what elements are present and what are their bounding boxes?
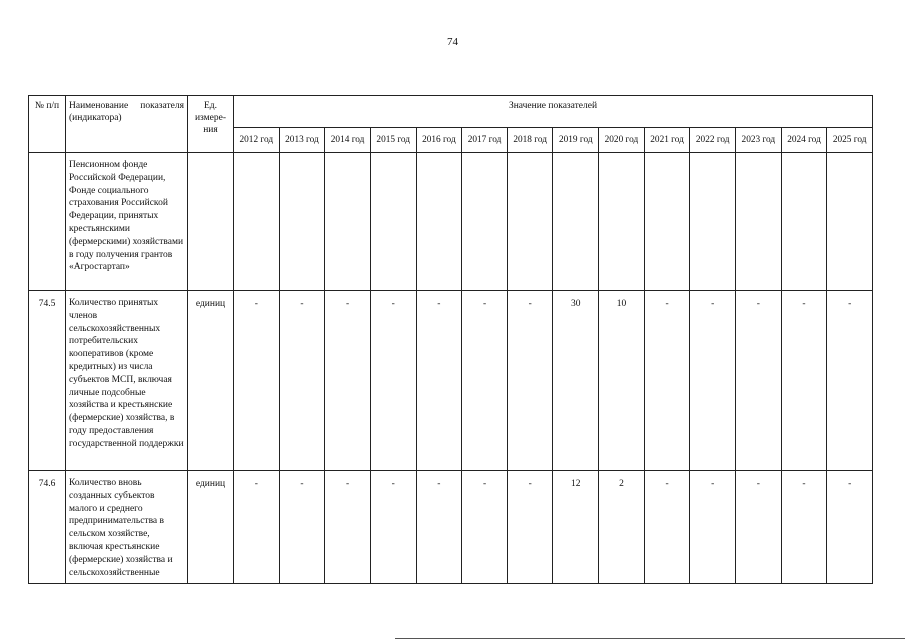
row-value: - <box>690 291 736 471</box>
row-value: 2 <box>599 471 645 584</box>
row-indicator-name: Количество вновь созданных субъектов малого и среднего предпринимательства в сельском хозяйстве, включая крестьянские (фермерские) хозяйства и сельскохозяйственные <box>66 471 188 584</box>
header-year: 2020 год <box>599 128 645 153</box>
row-value: - <box>781 291 827 471</box>
table-row <box>29 471 873 584</box>
row-indicator-name: Количество принятых членов сельскохозяйственных потребительских кооперативов (кроме кредитных) из числа субъектов МСП, включая личные подсобные хозяйства и крестьянские (фермерские) хозяйства, в году предоставления государственной поддержки <box>66 291 188 471</box>
header-unit: Ед. измере-ния <box>188 96 234 153</box>
row-number: 74.5 <box>29 291 66 471</box>
row-value <box>370 153 416 291</box>
header-year: 2013 год <box>279 128 325 153</box>
row-value <box>690 153 736 291</box>
row-value: - <box>416 471 462 584</box>
row-value: - <box>279 291 325 471</box>
row-value <box>553 153 599 291</box>
row-value <box>279 153 325 291</box>
row-value <box>599 153 645 291</box>
row-value: - <box>279 471 325 584</box>
row-value: - <box>234 291 280 471</box>
row-value: - <box>827 291 873 471</box>
header-year: 2022 год <box>690 128 736 153</box>
row-value: - <box>416 291 462 471</box>
row-value <box>416 153 462 291</box>
row-value: - <box>781 471 827 584</box>
row-value: - <box>462 291 508 471</box>
row-value: 12 <box>553 471 599 584</box>
row-number <box>29 153 66 291</box>
row-value: - <box>325 471 371 584</box>
header-name: Наименование показателя (индикатора) <box>66 96 188 153</box>
row-value: - <box>736 471 782 584</box>
row-value <box>507 153 553 291</box>
page-number: 74 <box>447 36 458 48</box>
header-num: № п/п <box>29 96 66 153</box>
row-value <box>644 153 690 291</box>
indicators-table <box>28 95 873 584</box>
header-year: 2019 год <box>553 128 599 153</box>
row-value <box>827 153 873 291</box>
row-value: - <box>644 291 690 471</box>
row-value: - <box>507 291 553 471</box>
row-value: 10 <box>599 291 645 471</box>
row-unit <box>188 153 234 291</box>
row-value: - <box>827 471 873 584</box>
row-indicator-name: Пенсионном фонде Российской Федерации, Фонде социального страхования Российской Федерации, принятых крестьянскими (фермерскими) хозяйствами в году получения грантов «Агростартап» <box>66 153 188 291</box>
header-year: 2023 год <box>736 128 782 153</box>
header-year: 2017 год <box>462 128 508 153</box>
row-value: - <box>462 471 508 584</box>
row-value <box>325 153 371 291</box>
header-values-group: Значение показателей <box>234 96 873 128</box>
row-value: - <box>644 471 690 584</box>
header-year: 2024 год <box>781 128 827 153</box>
header-year: 2012 год <box>234 128 280 153</box>
row-value: - <box>736 291 782 471</box>
row-value: - <box>370 291 416 471</box>
row-value: 30 <box>553 291 599 471</box>
header-year: 2025 год <box>827 128 873 153</box>
row-number: 74.6 <box>29 471 66 584</box>
row-value: - <box>690 471 736 584</box>
row-value <box>234 153 280 291</box>
row-unit: единиц <box>188 471 234 584</box>
table-row <box>29 291 873 471</box>
row-value <box>462 153 508 291</box>
row-value: - <box>370 471 416 584</box>
row-value: - <box>325 291 371 471</box>
header-year: 2018 год <box>507 128 553 153</box>
row-value: - <box>507 471 553 584</box>
header-year: 2016 год <box>416 128 462 153</box>
row-value: - <box>234 471 280 584</box>
table-body <box>29 153 873 584</box>
header-year: 2014 год <box>325 128 371 153</box>
header-year: 2015 год <box>370 128 416 153</box>
header-year: 2021 год <box>644 128 690 153</box>
row-value <box>781 153 827 291</box>
table-row <box>29 153 873 291</box>
row-unit: единиц <box>188 291 234 471</box>
header-row-1 <box>29 96 873 128</box>
row-value <box>736 153 782 291</box>
bottom-rule <box>395 638 905 639</box>
